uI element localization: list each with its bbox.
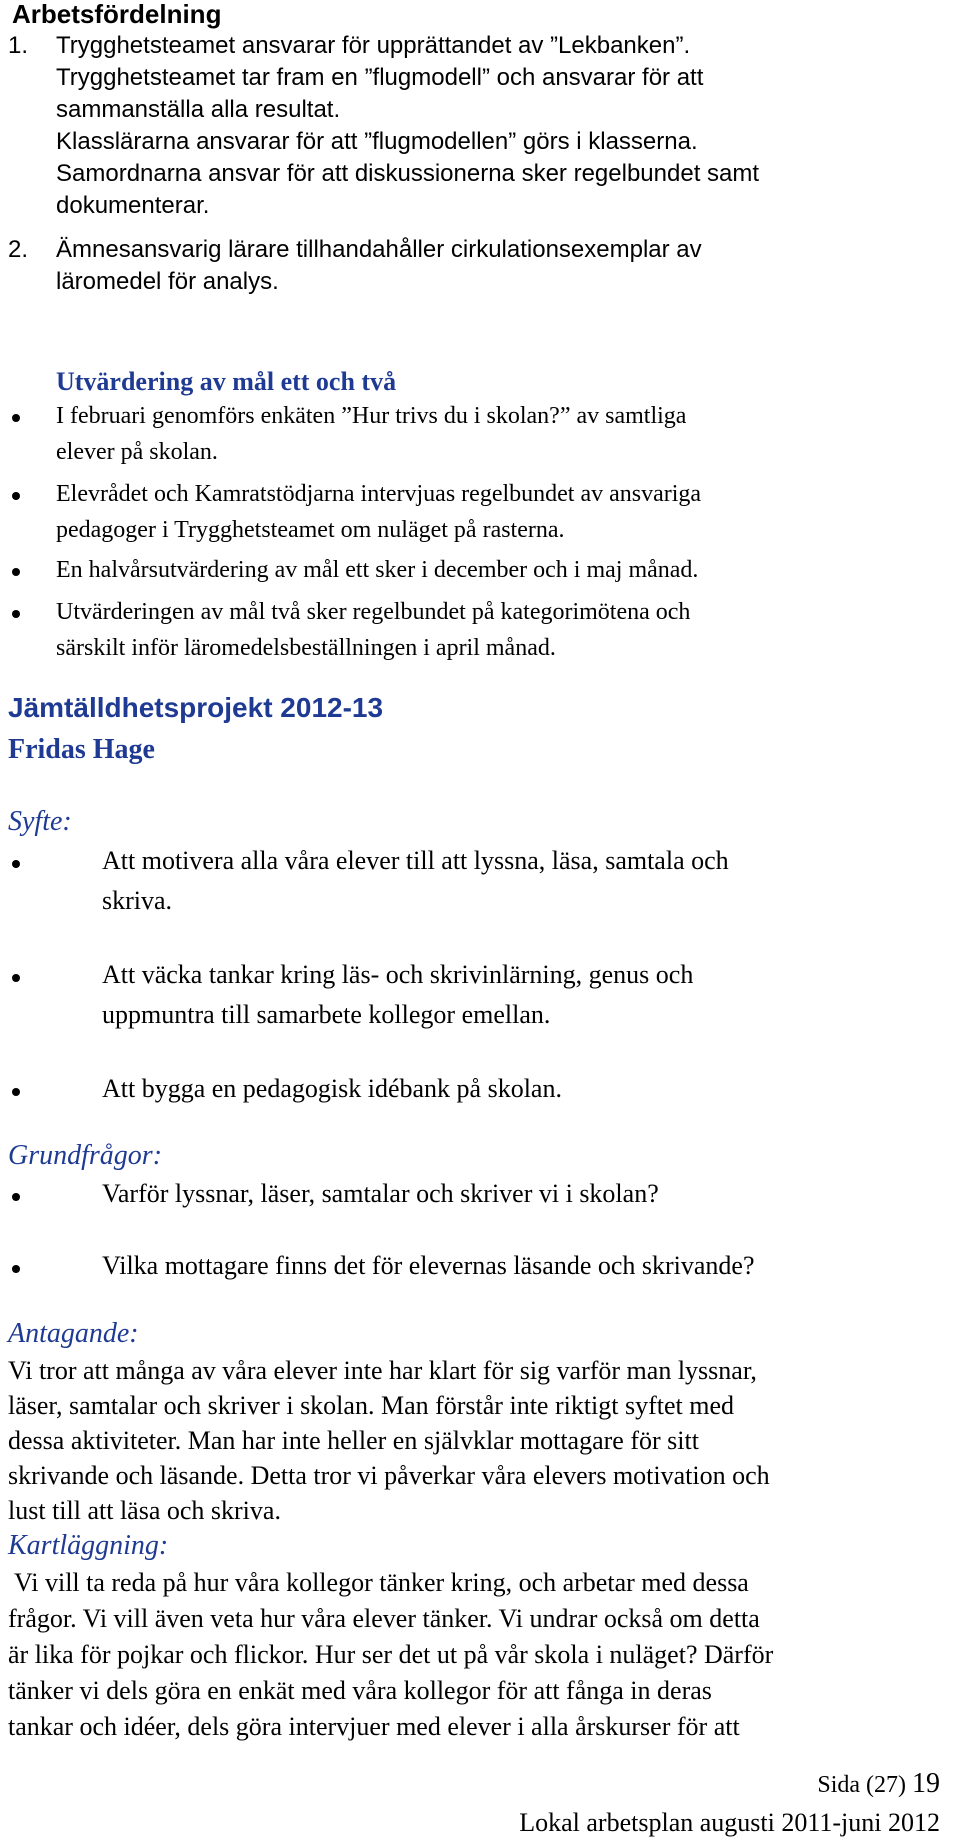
section-title-utvardering: Utvärdering av mål ett och två: [56, 367, 397, 396]
list-item-line: Utvärderingen av mål två sker regelbundet på kategorimötena och: [56, 599, 691, 625]
bullet-icon: [12, 414, 20, 422]
list-item-line: En halvårsutvärdering av mål ett sker i december och i maj månad.: [56, 557, 699, 583]
page-total: (27): [866, 1772, 906, 1798]
bullet-icon: [12, 1088, 20, 1096]
paragraph-line: Trygghetsteamet tar fram en ”flugmodell” och ansvarar för att: [56, 64, 704, 91]
paragraph-line: skrivande och läsande. Detta tror vi påverkar våra elevers motivation och: [8, 1461, 770, 1490]
paragraph-line: Samordnarna ansvar för att diskussionerna sker regelbundet samt: [56, 160, 760, 187]
label-kartlaggning: Kartläggning:: [8, 1530, 169, 1561]
paragraph-line: sammanställa alla resultat.: [56, 96, 341, 123]
list-item-line: elever på skolan.: [56, 439, 218, 465]
page-number-line: [817, 1768, 940, 1801]
numbered-item-2: [0, 234, 960, 266]
list-item-line: Att motivera alla våra elever till att lyssna, läsa, samtala och: [102, 846, 729, 875]
paragraph-line: Vi tror att många av våra elever inte har klart för sig varför man lyssnar,: [8, 1356, 757, 1385]
paragraph-line: läromedel för analys.: [56, 268, 279, 295]
list-item-line: Vilka mottagare finns det för elevernas läsande och skrivande?: [102, 1251, 755, 1280]
project-subtitle: Fridas Hage: [8, 734, 155, 765]
list-item-line: I februari genomförs enkäten ”Hur trivs du i skolan?” av samtliga: [56, 403, 687, 429]
list-item-line: uppmuntra till samarbete kollegor emellan.: [102, 1000, 551, 1029]
list-item-line: Varför lyssnar, läser, samtalar och skriver vi i skolan?: [102, 1179, 659, 1208]
item-text: Ämnesansvarig lärare tillhandahåller cirkulationsexemplar av: [56, 236, 702, 263]
list-item-line: Att bygga en pedagogisk idébank på skolan.: [102, 1074, 562, 1103]
paragraph-line: frågor. Vi vill även veta hur våra elever tänker. Vi undrar också om detta: [8, 1604, 760, 1633]
footer-doc-title: Lokal arbetsplan augusti 2011-juni 2012: [519, 1808, 940, 1837]
bullet-icon: [12, 974, 20, 982]
bullet-icon: [12, 1193, 20, 1201]
page-number: 19: [912, 1768, 940, 1799]
list-item-line: pedagoger i Trygghetsteamet om nuläget på rasterna.: [56, 517, 565, 543]
bullet-icon: [12, 568, 20, 576]
paragraph-line: är lika för pojkar och flickor. Hur ser det ut på vår skola i nuläget? Därför: [8, 1640, 774, 1669]
bullet-icon: [12, 610, 20, 618]
list-item-line: Elevrådet och Kamratstödjarna intervjuas regelbundet av ansvariga: [56, 481, 702, 507]
paragraph-line: lust till att läsa och skriva.: [8, 1496, 281, 1525]
bullet-icon: [12, 492, 20, 500]
item-number: 2.: [8, 236, 29, 263]
label-antagande: Antagande:: [8, 1318, 139, 1349]
paragraph-line: dessa aktiviteter. Man har inte heller en självklar mottagare för sitt: [8, 1426, 699, 1455]
list-item-line: särskilt inför läromedelsbeställningen i april månad.: [56, 635, 556, 661]
bullet-icon: [12, 1265, 20, 1273]
list-item-line: skriva.: [102, 886, 173, 915]
paragraph-line: tänker vi dels göra en enkät med våra kollegor för att fånga in deras: [8, 1676, 712, 1705]
paragraph-line: dokumenterar.: [56, 192, 210, 219]
project-title: Jämtälldhetsprojekt 2012-13: [8, 692, 384, 723]
section-title-arbetsfordelning: Arbetsfördelning: [12, 0, 222, 29]
item-text: Trygghetsteamet ansvarar för upprättandet av ”Lekbanken”.: [56, 32, 691, 59]
paragraph-line: Klasslärarna ansvarar för att ”flugmodellen” görs i klasserna.: [56, 128, 698, 155]
paragraph-line: Vi vill ta reda på hur våra kollegor tänker kring, och arbetar med dessa: [8, 1568, 749, 1597]
label-grundfragor: Grundfrågor:: [8, 1140, 163, 1171]
paragraph-line: läser, samtalar och skriver i skolan. Man förstår inte riktigt syftet med: [8, 1391, 735, 1420]
bullet-icon: [12, 860, 20, 868]
label-syfte: Syfte:: [8, 806, 72, 837]
numbered-item-1: [0, 30, 960, 62]
paragraph-line: tankar och idéer, dels göra intervjuer med elever i alla årskurser för att: [8, 1712, 740, 1741]
item-number: 1.: [8, 32, 29, 59]
page-label: Sida: [817, 1772, 861, 1798]
list-item-line: Att väcka tankar kring läs- och skrivinlärning, genus och: [102, 960, 694, 989]
